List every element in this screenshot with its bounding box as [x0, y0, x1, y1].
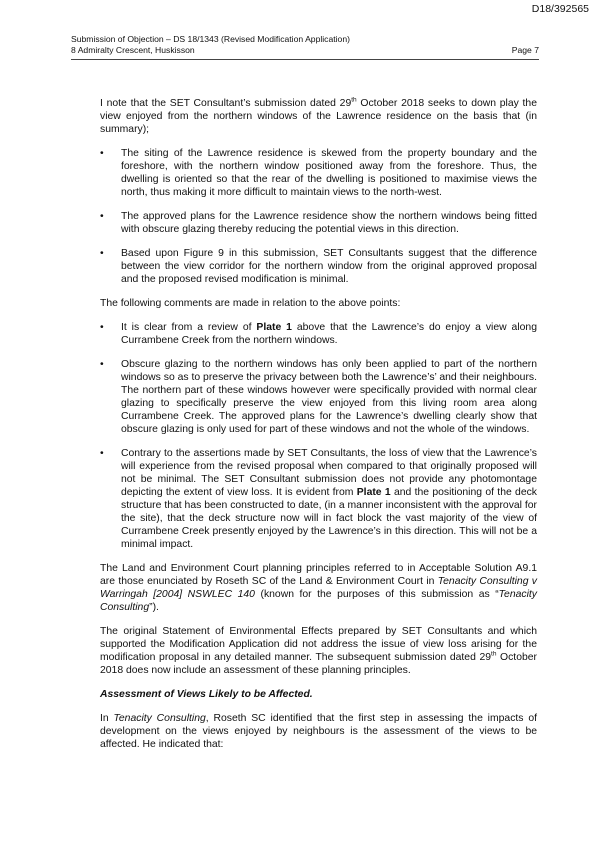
list-item-text: Contrary to the assertions made by SET Consultants, the loss of view that the Lawrence’s will experience from the revised proposal when compared to that originally proposed will not be minimal. The SET Consultant submission does not provide any photomontage depicting the extent of view loss. It is evident from: [121, 448, 537, 498]
paragraph-text: , Roseth SC identified that the first step in assessing the impacts of development on the views enjoyed by neighbours is the assessment of the views to be affected. He indicated that:: [100, 713, 537, 750]
list-item-text: It is clear from a review of: [121, 322, 257, 333]
paragraph-text: (known for the purposes of this submission as “: [254, 589, 499, 600]
comments-intro: The following comments are made in relation to the above points:: [100, 298, 401, 309]
header-divider: [71, 59, 539, 60]
intro-text-b: October 2018 seeks to down play the view enjoyed from the northern windows of the Lawrence residence on the basis that (in summary);: [100, 98, 537, 135]
page-number: Page 7: [511, 45, 539, 55]
plate-reference: Plate 1: [256, 322, 292, 333]
case-citation: Tenacity Consulting v Warringah [2004] NSWLEC 140: [100, 576, 537, 600]
list-item: [100, 321, 537, 347]
header-address: 8 Admiralty Crescent, Huskisson: [71, 45, 195, 55]
plate-reference: Plate 1: [356, 487, 391, 498]
section-heading: Assessment of Views Likely to be Affected.: [100, 689, 313, 700]
planning-principles-paragraph: [100, 562, 537, 614]
list-item-text: Based upon Figure 9 in this submission, SET Consultants suggest that the difference between the view corridor for the northern window from the original approved proposal and the proposed revised modification is minimal.: [121, 248, 537, 285]
date-superscript: th: [491, 650, 497, 658]
comments-list: [100, 321, 537, 551]
bullet-glyph: •: [100, 448, 104, 459]
list-item: [100, 447, 537, 551]
paragraph-text: ”).: [149, 602, 159, 613]
paragraph-text: The original Statement of Environmental Effects prepared by SET Consultants and which supported the Modification Application did not address the issue of view loss arising for the modification proposal in any detailed manner. The subsequent submission dated 29: [100, 626, 537, 663]
header-row: [71, 45, 539, 56]
paragraph-text: October 2018 does now include an assessment of these planning principles.: [100, 652, 537, 676]
paragraph-text: In: [100, 713, 114, 724]
list-item: [100, 247, 537, 286]
final-paragraph: [100, 712, 537, 751]
bullet-glyph: •: [100, 359, 104, 370]
bullet-glyph: •: [100, 322, 104, 333]
case-short-name: Tenacity Consulting: [113, 713, 206, 724]
intro-paragraph: [100, 97, 537, 136]
paragraph-text: The Land and Environment Court planning principles referred to in Acceptable Solution A9.1 are those enunciated by Roseth SC of the Land & Environment Court in: [100, 563, 537, 587]
list-item-text: and the positioning of the deck structure that has been constructed to date, (in a manner inconsistent with the approval for the site), that the deck structure now will in fact block the vast majority of the view of Currambene Creek presently enjoyed by the Lawrence’s in this direction. This will not be a minimal impact.: [121, 487, 537, 550]
list-item: [100, 210, 537, 236]
intro-text-a: I note that the SET Consultant’s submission dated 29: [100, 98, 352, 109]
page-header: [71, 34, 539, 56]
intro-superscript: th: [351, 96, 357, 104]
bullet-glyph: •: [100, 148, 104, 159]
bullet-glyph: •: [100, 211, 104, 222]
list-item-text: The approved plans for the Lawrence residence show the northern windows being fitted with obscure glazing thereby reducing the potential views in this direction.: [121, 211, 537, 235]
bullet-glyph: •: [100, 248, 104, 259]
consultant-points-list: [100, 147, 537, 286]
document-body: [100, 97, 537, 762]
case-short-name: Tenacity Consulting: [100, 589, 537, 613]
list-item-text: above that the Lawrence’s do enjoy a view along Currambene Creek from the northern windows.: [121, 322, 537, 346]
document-reference: D18/392565: [531, 3, 589, 15]
list-item-text: The siting of the Lawrence residence is skewed from the property boundary and the foreshore, with the northern window positioned away from the foreshore. Thus, the dwelling is oriented so that the rear of the dwelling is positioned to maximise views the north, thus making it more difficult to maintain views to the north-west.: [121, 148, 537, 198]
list-item: [100, 358, 537, 436]
header-title: Submission of Objection – DS 18/1343 (Revised Modification Application): [71, 34, 350, 44]
list-item-text: Obscure glazing to the northern windows has only been applied to part of the northern windows so as to preserve the privacy between both the Lawrence’s’ and their neighbours. The northern part of these windows however were specifically provided with normal clear glazing to specifically preserve the view enjoyed from this living room area along Currambene Creek. The approved plans for the Lawrence’s dwelling clearly show that obscure glazing is only used for part of these windows and not the whole of the windows.: [121, 359, 537, 435]
environmental-effects-paragraph: [100, 625, 537, 677]
list-item: [100, 147, 537, 199]
